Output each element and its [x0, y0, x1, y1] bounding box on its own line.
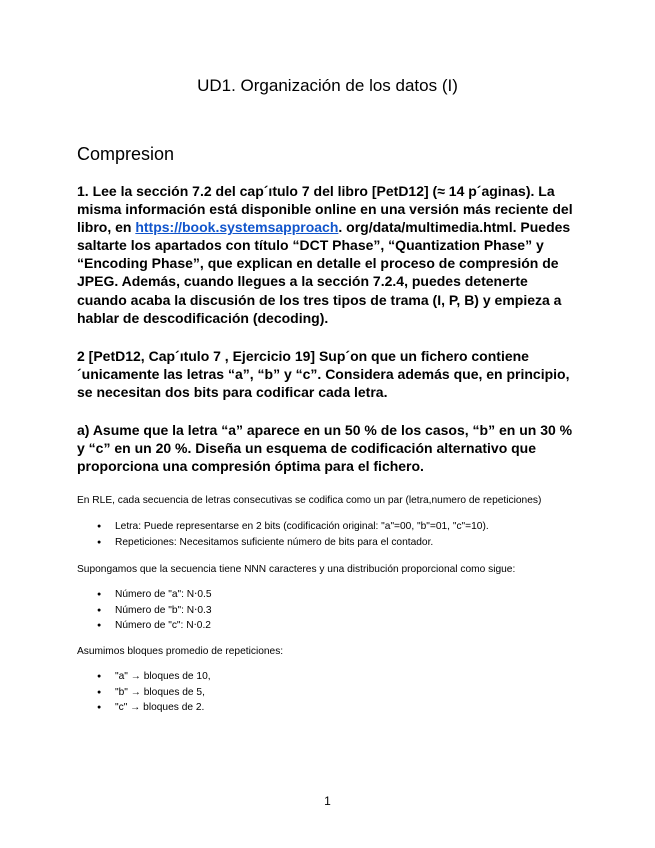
list-item: ● Número de "a": N⋅0.5: [77, 587, 212, 603]
exercise-2-paragraph: 2 [PetD12, Cap´ıtulo 7 , Ejercicio 19] Sup´on que un fichero contiene ´unicamente las letras “a”, “b” y “c”. Considera además que, en principio, se necesitan dos bits para codificar cada letra.: [77, 348, 570, 401]
rle-list: [77, 519, 489, 550]
exercise-1-text-end: . org/data/multimedia.html. Puedes saltarte los apartados con título “DCT Phase”, “Quantization Phase” y “Encoding Phase”, que explican en detalle el proceso de compresión de JPEG. Además, cuando llegues a la sección 7.2.4, puedes detenerte cuando acaba la discusión de los tres tipos de trama (I, P, B) y empieza a hablar de descodificación (decoding).: [77, 219, 571, 326]
blocks-intro: Asumimos bloques promedio de repeticiones:: [77, 646, 284, 657]
list-item: ● "c" → bloques de 2.: [77, 700, 211, 716]
distribution-list: [77, 587, 212, 634]
list-item: ● Número de "b": N⋅0.3: [77, 603, 212, 619]
blocks-list: [77, 669, 211, 716]
page-number: 1: [324, 794, 331, 808]
exercise-2a-paragraph: a) Asume que la letra “a” aparece en un 50 % de los casos, “b” en un 30 % y “c” en un 20 %. Diseña un esquema de codificación alternativo que proporciona una compresión óptima para el fichero.: [77, 422, 573, 475]
list-item: ● "a" → bloques de 10,: [77, 669, 211, 685]
section-heading: Compresion: [77, 144, 175, 164]
rle-intro: En RLE, cada secuencia de letras consecutivas se codifica como un par (letra,numero de repeticiones): [77, 495, 542, 506]
list-item: ● Repeticiones: Necesitamos suficiente número de bits para el contador.: [77, 535, 489, 551]
list-item: ● "b" → bloques de 5,: [77, 685, 211, 701]
list-item: ● Número de "c": N⋅0.2: [77, 618, 212, 634]
document-title: UD1. Organización de los datos (I): [197, 76, 458, 95]
exercise-1-paragraph: [77, 182, 577, 327]
exercise-1-text-start: 1. Lee la sección 7.2 del cap´ıtulo 7 del libro [PetD12] (≈ 14 p´aginas). La misma información está disponible online en una versión más reciente del libro, en: [77, 183, 573, 236]
list-item: ● Letra: Puede representarse en 2 bits (codificación original: "a"=00, "b"=01, "c"=10).: [77, 519, 489, 535]
book-link[interactable]: https://book.systemsapproach: [135, 219, 339, 236]
distribution-intro: Supongamos que la secuencia tiene NNN caracteres y una distribución proporcional como sigue:: [77, 564, 516, 575]
